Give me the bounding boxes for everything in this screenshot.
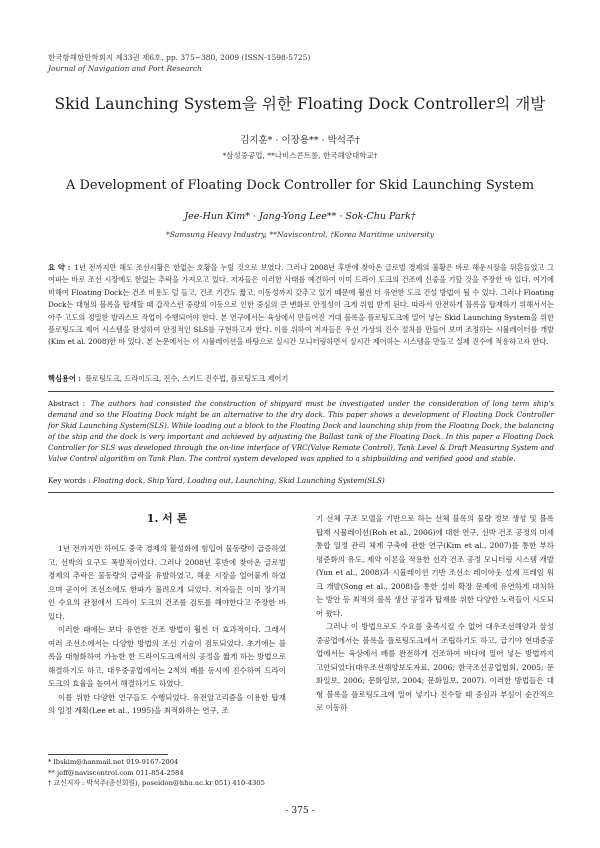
body-paragraph: 이를 위한 다양한 연구들도 수행되었다. 유전알고리즘을 이용한 탑재의 일정 계획(Lee et al., 1995)을 최적화하는 연구, 조	[48, 692, 286, 715]
korean-abstract	[48, 262, 554, 349]
journal-name: Journal of Navigation and Port Research	[48, 64, 202, 73]
english-abstract	[48, 398, 554, 464]
journal-header	[48, 52, 310, 74]
footnote-corresponding-author: † 교신저자 : 박석주(종신회원), poseidon@hhu.ac.kr 051) 410-4305	[48, 779, 265, 787]
footnotes	[48, 757, 265, 789]
english-authors: Jee-Hun Kim* · Jang-Yong Lee** · Sok-Chu Park†	[184, 211, 416, 222]
english-abstract-text: The authors had consisted the construction of shipyard must be investigated under the consideration of long term ship's demand and so the Floating Dock might be an alternative to the dry dock. This paper shows a development of Floating Dock Controller for Skid Launching System(SLS). While loading out a block to the Floating Dock and launching ship from the Floating Dock, the balancing of the ship and the dock is very important and achieved by adjusting the Ballast tank of the Floating Dock. In this paper a Floating Dock Controller for SLS was developed through the on-line interface of VRC(Valve Remote Control), Tank Level & Draft Measuring System and Valve Control algorithm on Tank Plan. The control system developed was applied to a shipbuilding and verified good and stable.	[48, 399, 555, 463]
body-column-left	[48, 542, 286, 718]
korean-keywords-text: 플로팅도크, 드라이도크, 진수, 스키드 진수법, 플로팅도크 제어기	[84, 374, 289, 383]
english-keywords	[48, 476, 554, 485]
abstract-top-divider	[48, 391, 554, 392]
footnote-divider	[48, 754, 168, 755]
english-title: A Development of Floating Dock Controller for Skid Launching System	[65, 178, 535, 193]
korean-affiliations: *삼성중공업, **나비스콘트롤, 한국해양대학교†	[222, 151, 378, 160]
abstract-bottom-divider	[48, 492, 554, 493]
body-paragraph: 그러나 이 방법으로도 수요를 충족시킬 수 없어 대우조선해양과 삼성중공업에서는 블록을 플로팅도크에서 조립하기도 하고, 급기야 현대중공업에서는 육상에서 배를 완전하게 건조하여 바다에 밀어 넣는 방법까지 고안되었다(대우조선해양보도자료, 2006; 한국조선공업협회, 2005; 문화일보, 2006; 문화일보, 2004; 문화일보, 2007). 이러한 방법들은 대형 블록을 플로팅도크에 밀어 넣기나 진수할 때 중심과 부심이 순간적으로 이동하	[316, 622, 554, 712]
journal-citation: 한국항해항만학회지 제33권 제6호, pp. 375~380, 2009 (ISSN-1598-5725)	[48, 53, 311, 62]
body-paragraph: 이러한 때에는 보다 유연한 건조 방법이 훨씬 더 효과적이다. 그래서 여러 조선소에서는 다양한 방법의 조선 기술이 검토되었다. 초기에는 블록을 대형화하여 가능한 한 드라이도크에서의 공정을 짧게 하는 방법으로 해결하기도 하고, 대우중공업에서는 2척의 배를 동시에 진수하여 드라이도크의 효율을 높여서 해결하기도 하였다.	[48, 625, 286, 688]
korean-authors: 김지훈* · 이장용** · 박석주†	[240, 135, 360, 146]
korean-title: Skid Launching System을 위한 Floating Dock Controller의 개발	[54, 95, 546, 113]
english-keywords-label: Key words :	[48, 476, 91, 485]
footnote-author-2: ** jeff@naviscontrol.com 011-854-2584	[48, 768, 184, 777]
section-heading-introduction: 1. 서 론	[146, 512, 188, 525]
footnote-author-1: * lbskim@hanmail.net 019-9167-2004	[48, 758, 179, 766]
english-affiliations: *Samsung Heavy Industry, **Naviscontrol, †Korea Maritime university	[165, 230, 435, 239]
korean-abstract-label: 요 약 :	[48, 263, 71, 272]
korean-keywords	[48, 374, 554, 384]
english-abstract-label: Abstract :	[48, 399, 86, 408]
korean-abstract-text: 1년 전까지만 해도 조선시황은 한없는 호황을 누릴 것으로 보였다. 그러나 2008년 후반에 찾아온 글로벌 경제의 불황은 바로 해운시장을 뒤흔들었고 그 여파는 바로 조선 시장에도 한없는 추락을 가져오고 있다. 저자들은 이러한 사태를 예견하여 이미 드라이 도크의 건조에 신중을 기할 것을 주장한 바 있다. 여기에 비해여 Floating Dock는 건조 비용도 덜 들고, 건조 기간도 짧고, 이동성까지 갖추고 있기 때문에 훨씬 더 유연한 도크 건설 방법이 될 수 있다. 그러나 Floating Dock는 대형의 블록을 탑재할 때 갑작스런 중량의 이동으로 인한 중심의 큰 변화로 안정성이 크게 위협 받게 된다. 따라서 안전하게 블록을 탑재하기 위해서서는 아주 고도의 정밀한 발라스트 작업이 수행되어야 한다. 본 연구에서는 육상에서 만들어진 거대 블록을 플로팅도크에 밀어 넣는 Skid Launching System을 위한 플로팅도크 제어 시스템을 완성하여 안정적인 SLS를 구현하고자 한다. 이를 위하여 저자들은 우선 가상의 진수 절차를 만들어 보며 조정하는 시뮬레이터를 개발(Kim et al. 2008)한 바 있다. 본 논문에서는 이 시뮬레이션을 바탕으로 실시간 모니터링하면서 실시간 제어하는 시스템을 만들고 실제 진수에 적용하고자 한다.	[48, 263, 554, 347]
body-column-right	[316, 512, 554, 715]
page-number: - 375 -	[285, 806, 315, 816]
body-paragraph: 기 선체 구조 모델을 기반으로 하는 선체 블록의 물량 정보 생성 및 블록 탑재 시뮬레이션(Roh et al., 2006)에 대한 연구, 선박 건조 공정의 미세 통합 일정 관리 체계 구축에 관한 연구(Kim et al., 2007)를 통한 부하 평준화의 유도, 제약 이론을 적용한 선각 건조 공정 모니터링 시스템 개발(Yun et al., 2008)과 시뮬레이션 기반 조선소 레이아웃 설계 프레임 워크 개발(Song et al., 2008)을 통한 설비 확장 문제에 유연하게 대처하는 방안 등 최적의 블록 생산 공정과 탑재를 위한 다양한 노력들이 시도되어 왔다.	[316, 514, 554, 618]
english-keywords-text: Floating dock, Ship Yard, Loading out, Launching, Skid Launching System(SLS)	[92, 476, 385, 485]
korean-keywords-label: 핵심용어 :	[48, 374, 81, 383]
body-paragraph: 1년 전까지만 하여도 중국 경제의 활성화에 힘입어 물동량이 급증하였고, 선박의 요구도 폭발적이었다. 그러나 2008년 후반에 찾아온 글로벌 경제의 추락은 물동량의 급락을 유발하였고, 해운 시장을 얼어붙게 하였으며 곧이어 조선소에도 한파가 불려오게 되었다. 저자들은 이미 장기적인 수요의 관점에서 드라이 도크의 건조를 검토를 해야한다고 주장한 바 있다.	[48, 544, 286, 621]
